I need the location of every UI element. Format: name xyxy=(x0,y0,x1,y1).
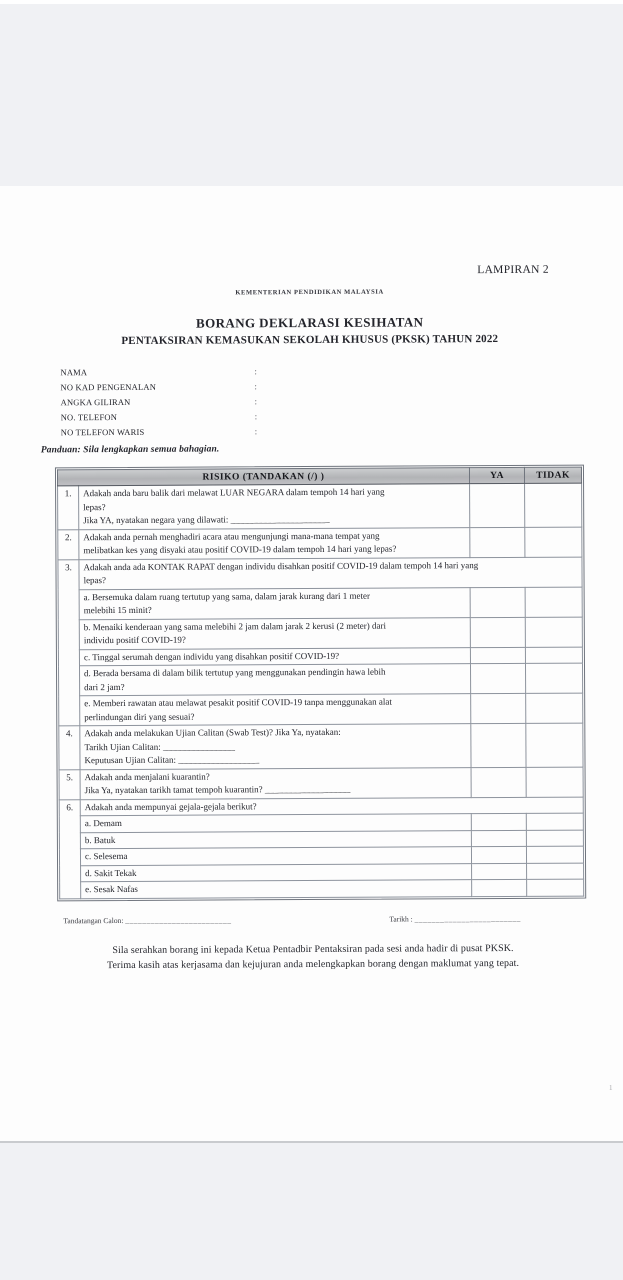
viewer-background-bottom xyxy=(0,1143,623,1280)
page-number: 1 xyxy=(609,1084,613,1092)
tidak-cell xyxy=(526,767,583,797)
question-text: Adakah anda menjalani kuarantin? Jika Ya, nyatakan tarikh tamat tempoh kuarantin? ___________________ xyxy=(80,767,471,799)
ya-cell xyxy=(470,663,525,693)
scanned-form-page xyxy=(0,186,623,1143)
ya-cell xyxy=(472,879,527,896)
ya-cell xyxy=(471,830,526,847)
field-colon: : xyxy=(254,396,258,407)
field-colon: : xyxy=(254,381,258,392)
date-signature xyxy=(389,913,521,923)
instruction-line: Panduan: Sila lengkapkan semua bahagian. xyxy=(40,444,220,456)
tidak-cell xyxy=(526,846,583,863)
table-row xyxy=(58,483,582,529)
tidak-cell xyxy=(526,830,583,847)
table-row xyxy=(58,527,582,560)
ya-cell xyxy=(470,647,525,664)
question-text: c. Tinggal serumah dengan individu yang disahkan positif COVID-19? xyxy=(79,647,470,666)
question-text: b. Menaiki kenderaan yang sama melebihi 2 jam dalam jarak 2 kerusi (2 meter) dari individu positif COVID-19? xyxy=(79,617,470,649)
symptom-text: e. Sesak Nafas xyxy=(81,880,472,899)
tidak-cell xyxy=(525,527,582,557)
ya-cell xyxy=(471,693,526,723)
field-colon: : xyxy=(254,366,258,377)
symptom-text: a. Demam xyxy=(80,814,471,833)
table-subrow xyxy=(60,879,584,898)
candidate-signature xyxy=(63,915,231,925)
tidak-cell xyxy=(525,663,582,693)
field-label: NAMA xyxy=(60,367,88,378)
date-label: Tarikh : xyxy=(389,913,413,924)
ya-cell xyxy=(470,587,525,617)
form-title: BORANG DEKLARASI KESIHATAN xyxy=(195,314,424,331)
table-subrow xyxy=(59,693,583,726)
question-text: Adakah anda baru balik dari melawat LUAR NEGARA dalam tempoh 14 hari yang lepas? Jika YA, nyatakan negara yang dilawati: ______________________ xyxy=(79,484,470,530)
table-row xyxy=(59,767,583,800)
signature-row xyxy=(1,913,623,930)
question-intro: Adakah anda ada KONTAK RAPAT dengan individu disahkan positif COVID-19 dalam tempoh 14 hari yang lepas? xyxy=(79,557,582,590)
field-label: NO. TELEFON xyxy=(60,412,118,423)
row-number: 3. xyxy=(58,559,80,726)
risk-column-header: RISIKO (TANDAKAN (/) ) xyxy=(57,468,469,486)
question-intro: Adakah anda mempunyai gejala-gejala berikut? xyxy=(80,797,583,816)
ya-cell xyxy=(470,527,525,557)
risk-table xyxy=(57,467,584,899)
closing-line-1: Sila serahkan borang ini kepada Ketua Pentadbir Pentaksiran pada sesi anda hadir di pusat PKSK. xyxy=(112,942,514,956)
field-colon: : xyxy=(254,411,258,422)
field-label: ANGKA GILIRAN xyxy=(60,396,131,408)
row-number: 1. xyxy=(58,486,79,530)
tidak-cell xyxy=(527,863,584,880)
personal-fields xyxy=(60,362,621,440)
ya-cell xyxy=(470,617,525,647)
question-text: e. Memberi rawatan atau melawat pesakit positif COVID-19 tanpa menggunakan alat perlindungan diri yang sesuai? xyxy=(80,694,471,726)
field-label: NO KAD PENGENALAN xyxy=(60,381,157,393)
field-row-no-telefon-waris xyxy=(61,422,622,440)
ya-cell xyxy=(472,863,527,880)
question-text: a. Bersemuka dalam ruang tertutup yang sama, dalam jarak kurang dari 1 meter melebihi 15 minit? xyxy=(79,587,470,619)
ya-cell xyxy=(471,767,526,797)
attachment-label: LAMPIRAN 2 xyxy=(477,263,549,277)
table-row xyxy=(58,557,582,590)
field-colon: : xyxy=(254,426,258,437)
table-subrow xyxy=(58,587,582,620)
tidak-cell xyxy=(525,647,582,664)
ministry-name: KEMENTERIAN PENDIDIKAN MALAYSIA xyxy=(235,288,384,297)
date-line: _________________________ xyxy=(414,913,521,923)
candidate-signature-line: _________________________ xyxy=(125,914,232,925)
table-row xyxy=(59,723,583,769)
tidak-cell xyxy=(526,723,583,767)
symptom-text: c. Selesema xyxy=(80,847,471,866)
field-label: NO TELEFON WARIS xyxy=(60,426,145,438)
ya-cell xyxy=(471,846,526,863)
table-subrow xyxy=(58,617,582,650)
ya-cell xyxy=(471,723,526,767)
symptom-text: b. Batuk xyxy=(80,830,471,849)
viewer-background-top xyxy=(0,4,623,186)
row-number: 4. xyxy=(59,726,80,770)
symptom-text: d. Sakit Tekak xyxy=(81,863,472,882)
closing-line-2: Terima kasih atas kerjasama dan kejujuran anda melengkapkan borang dengan maklumat yang tepat. xyxy=(106,957,520,972)
row-number: 6. xyxy=(59,799,81,898)
question-text: Adakah anda melakukan Ujian Calitan (Swab Test)? Jika Ya, nyatakan: Tarikh Ujian Calitan: ________________ Keputusan Ujian Calitan: __________________ xyxy=(80,724,471,770)
scan-content xyxy=(0,184,623,1142)
tidak-cell xyxy=(526,693,583,723)
tidak-cell xyxy=(525,587,582,617)
table-subrow xyxy=(58,663,582,696)
row-number: 2. xyxy=(58,529,79,559)
question-text: d. Berada bersama di dalam bilik tertutup yang menggunakan pendingin hawa lebih dari 2 jam? xyxy=(79,664,470,696)
ya-column-header: YA xyxy=(469,467,524,483)
tidak-cell xyxy=(527,879,584,896)
risk-table-wrapper xyxy=(55,465,586,901)
tidak-cell xyxy=(525,483,582,527)
ya-cell xyxy=(470,483,525,527)
ya-cell xyxy=(471,813,526,830)
tidak-cell xyxy=(526,813,583,830)
question-text: Adakah anda pernah menghadiri acara atau mengunjungi mana-mana tempat yang melibatkan kes yang disyaki atau positif COVID-19 dalam tempoh 14 hari yang lepas? xyxy=(79,527,470,559)
row-number: 5. xyxy=(59,769,80,799)
tidak-column-header: TIDAK xyxy=(524,467,581,483)
candidate-signature-label: Tandatangan Calon: xyxy=(63,915,124,925)
closing-note xyxy=(1,940,623,974)
tidak-cell xyxy=(525,617,582,647)
form-subtitle: PENTAKSIRAN KEMASUKAN SEKOLAH KHUSUS (PKSK) TAHUN 2022 xyxy=(121,333,499,347)
